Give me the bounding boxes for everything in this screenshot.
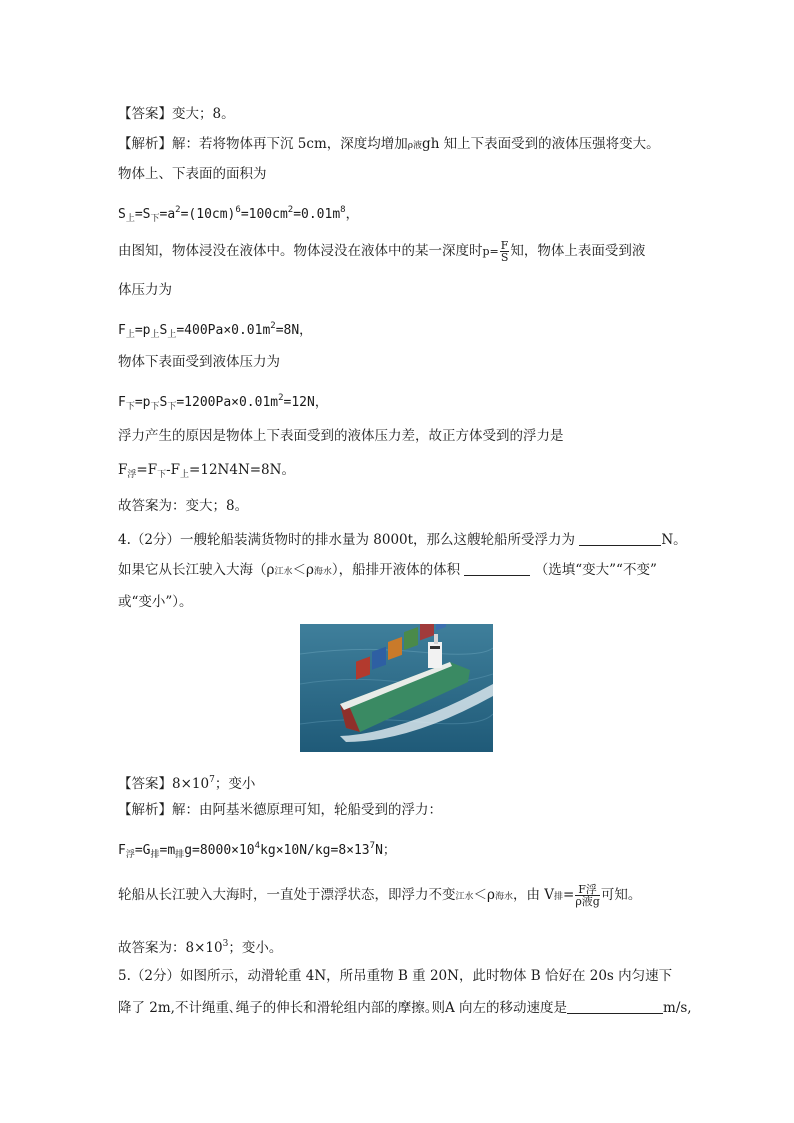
formula-part: =0.01m: [293, 207, 341, 222]
formula-sub: 上: [125, 330, 135, 340]
formula-part: =a: [159, 207, 176, 222]
formula-part: N；: [375, 843, 396, 858]
formula-part: ，: [345, 207, 359, 222]
answer-line: [118, 104, 235, 124]
formula-part: S: [159, 323, 168, 338]
question-4-line-3: 或“变小”）。: [118, 594, 193, 610]
sentence-part: 可知。: [600, 887, 642, 903]
formula-part: =p: [134, 395, 151, 410]
formula-sub: 排: [150, 850, 160, 860]
formula-part: F: [118, 395, 126, 410]
formula-sub: 上: [150, 330, 160, 340]
question-text: （选填“变大”“不变”: [534, 562, 657, 578]
formula-sup: 4: [254, 841, 261, 851]
question-text: 降了 2m,不计绳重､绳子的伸长和滑轮组内部的摩擦｡则A 向左的移动速度是: [118, 1000, 568, 1016]
formula-sub: 排: [554, 892, 564, 902]
sentence-part: ，由 V: [512, 887, 555, 903]
fraction-numerator: F浮: [575, 884, 600, 896]
formula-part: S: [118, 207, 126, 222]
question-text: 4.（2分）一艘轮船装满货物时的排水量为 8000t，那么这艘轮船所受浮力为: [118, 532, 576, 548]
formula-part: =12N，: [283, 395, 328, 410]
formula-sub: 上: [125, 214, 135, 224]
rho-subscript: 海水: [494, 892, 513, 902]
analysis-4-line: [118, 800, 442, 820]
formula-sub: 浮: [127, 470, 137, 480]
question-text: m/s,: [663, 1000, 692, 1016]
formula-sub: 上: [180, 470, 190, 480]
sentence-part: 知，物体上表面受到液: [510, 243, 646, 259]
final-text: ；变小。: [228, 940, 283, 956]
fraction-denominator: ρ液g: [575, 895, 600, 908]
fraction-numerator: F: [500, 239, 509, 252]
buoyancy-formula: [118, 460, 295, 485]
analysis-text: 解：由阿基米德原理可知，轮船受到的浮力：: [172, 802, 442, 818]
question-text: ＜ρ: [292, 562, 314, 578]
answer-text: 8×10: [172, 776, 210, 792]
formula-sup: 6: [235, 205, 241, 215]
rho-subscript: 江水: [455, 892, 474, 902]
formula-part: =1200Pa×0.01m: [176, 395, 279, 410]
answer-text: ；变小: [214, 776, 256, 792]
lower-force-formula: [118, 388, 328, 417]
answer-blank-1[interactable]: [579, 531, 661, 546]
ship-illustration: [300, 624, 493, 752]
sentence-part: 由图知，物体浸没在液体中。物体浸没在液体中的某一深度时: [118, 243, 483, 259]
final-sup: 3: [222, 939, 229, 949]
final-answer-3: 故答案为：变大；8。: [118, 498, 249, 514]
formula-part: =100cm: [240, 207, 288, 222]
answer-tag: 【答案】: [118, 776, 172, 792]
answer-blank-3[interactable]: [567, 999, 663, 1014]
question-text: ），船排开液体的体积: [331, 562, 461, 578]
answer-tag: 【答案】: [118, 106, 172, 122]
formula-part: =S: [134, 207, 151, 222]
formula-part: =F: [136, 462, 158, 478]
formula-sub: 上: [167, 330, 177, 340]
rho-subscript: 江水: [274, 567, 293, 577]
question-text: N。: [661, 532, 687, 548]
area-formula: [118, 200, 359, 229]
formula-part: =p: [134, 323, 151, 338]
final-answer-4: [118, 934, 282, 958]
formula-part: =m: [159, 843, 176, 858]
formula-part: F: [118, 462, 128, 478]
analysis-text: 解：若将物体再下沉 5cm，深度均增加: [172, 136, 408, 152]
rho-subscript: ρ液: [407, 141, 423, 151]
formula-part: F: [118, 843, 126, 858]
formula-part: =12N4N=8N。: [189, 462, 295, 478]
fraction: [500, 240, 510, 263]
formula-part: =(10cm): [180, 207, 236, 222]
formula-sub: 下: [125, 402, 135, 412]
analysis-line-1: [118, 134, 660, 156]
formula-part: S: [159, 395, 168, 410]
question-text: 如果它从长江驶入大海（ρ: [118, 562, 275, 578]
pressure-sentence: [118, 240, 645, 263]
formula-part: kg×10N/kg=8×13: [260, 843, 370, 858]
formula-part: p=: [482, 245, 499, 258]
rho-subscript: 海水: [313, 567, 332, 577]
analysis-text: gh 知上下表面受到的液体压强将变大。: [422, 136, 660, 152]
question-4-line-2: [118, 560, 657, 582]
upper-force-formula: [118, 316, 312, 345]
formula-part: g=8000×10: [184, 843, 255, 858]
fraction-denominator: S: [500, 251, 509, 264]
formula-sup: 8: [340, 205, 346, 215]
formula-part: =400Pa×0.01m: [176, 323, 271, 338]
formula-part: F: [118, 323, 126, 338]
fraction: [575, 884, 600, 907]
formula-sup: 2: [287, 205, 294, 215]
answer-text: 变大；8。: [172, 106, 235, 122]
formula-sub: 下: [150, 402, 160, 412]
pressure-sentence-cont: 体压力为: [118, 282, 172, 298]
formula-sub: 下: [157, 470, 167, 480]
area-intro: 物体上、下表面的面积为: [118, 166, 267, 182]
question-5-line-1: 5.（2分）如图所示，动滑轮重 4N，所吊重物 B 重 20N，此时物体 B 恰好在 20s 内匀速下: [118, 968, 673, 984]
buoyancy-4-formula: [118, 836, 396, 865]
sentence-part: 轮船从长江驶入大海时，一直处于漂浮状态，即浮力不变: [118, 887, 456, 903]
formula-sup: 2: [270, 321, 276, 331]
analysis-tag: 【解析】: [118, 802, 172, 818]
formula-part: =G: [134, 843, 151, 858]
final-text: 故答案为：8×10: [118, 940, 223, 956]
sentence-part: ＜ρ: [473, 887, 495, 903]
formula-sub: 浮: [125, 850, 135, 860]
ship-float-sentence: [118, 884, 641, 907]
question-4-line-1: [118, 530, 687, 550]
buoyancy-reason: 浮力产生的原因是物体上下表面受到的液体压力差，故正方体受到的浮力是: [118, 428, 564, 444]
question-5-line-2: [118, 998, 692, 1018]
formula-sup: 2: [175, 205, 181, 215]
answer-blank-2[interactable]: [464, 561, 530, 576]
answer-sup: 7: [209, 775, 215, 785]
container-ship-image: [300, 624, 493, 752]
formula-part: -F: [166, 462, 181, 478]
formula-sup: 7: [369, 841, 376, 851]
formula-sub: 下: [150, 214, 160, 224]
lower-force-intro: 物体下表面受到液体压力为: [118, 354, 280, 370]
sentence-part: =: [563, 887, 575, 903]
formula-sub: 下: [167, 402, 177, 412]
formula-sup: 2: [278, 393, 284, 403]
analysis-tag: 【解析】: [118, 136, 172, 152]
answer-4-line: [118, 770, 255, 794]
formula-part: =8N，: [275, 323, 313, 338]
formula-sub: 排: [175, 850, 185, 860]
